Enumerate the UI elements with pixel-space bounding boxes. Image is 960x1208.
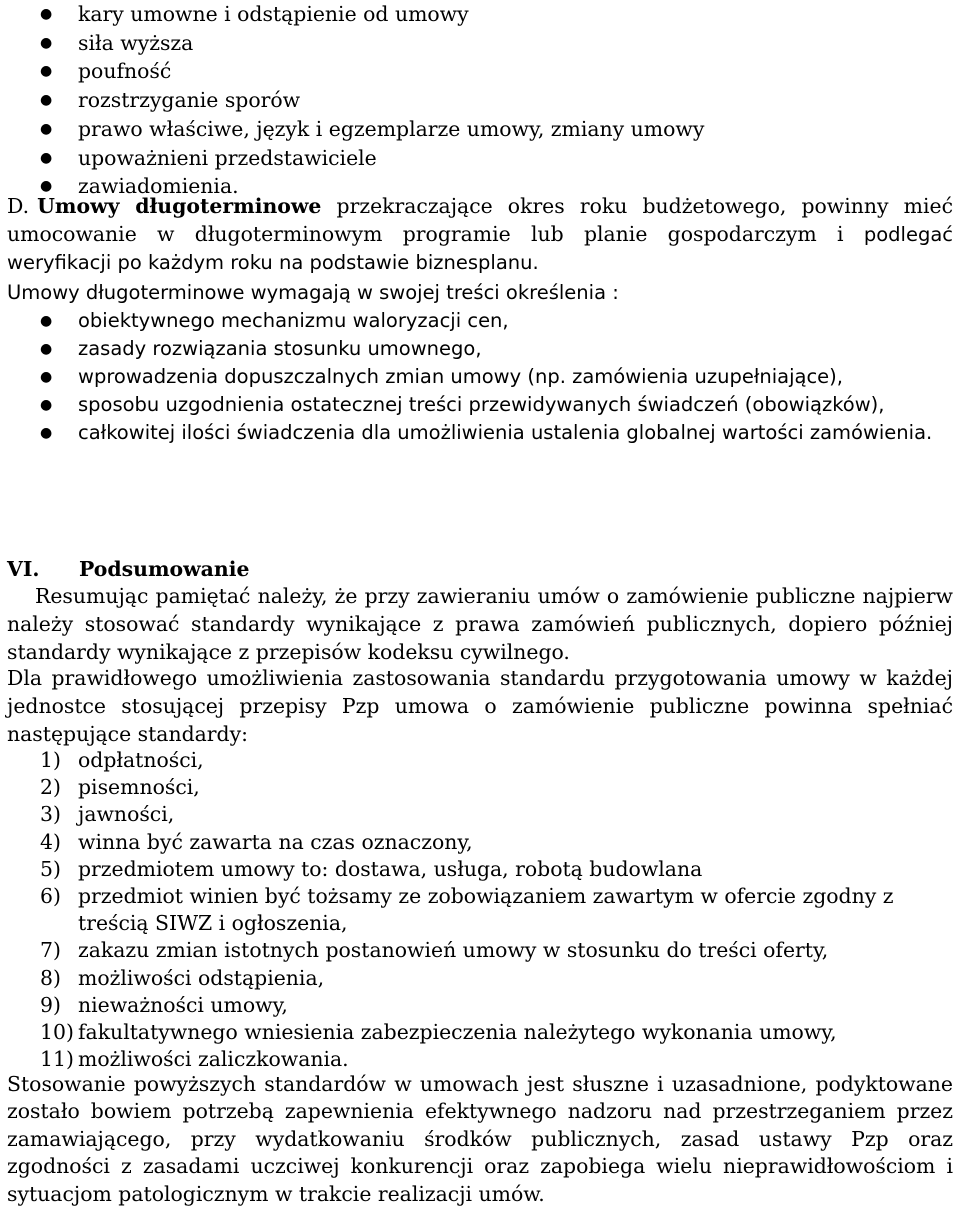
bullet-icon: ● (40, 6, 53, 22)
list-item: 10) fakultatywnego wniesienia zabezpieczenia należytego wykonania umowy, (40, 1020, 837, 1045)
list-item: ● rozstrzyganie sporów (40, 86, 955, 115)
bullet-icon: ● (40, 313, 53, 329)
list-item: 2) pisemności, (40, 775, 200, 800)
section-d-text-sans: podlegać weryfikacji po każdym roku na podstawie biznesplanu. (7, 222, 953, 274)
bullet-icon: ● (40, 63, 53, 80)
list-item: ● siła wyższa (40, 29, 955, 58)
section-heading (7, 555, 249, 583)
requirements-list (40, 307, 955, 447)
list-item: ● obiektywnego mechanizmu waloryzacji cen, (40, 307, 955, 335)
list-item: ● całkowitej ilości świadczenia dla umożliwienia ustalenia globalnej wartości zamówienia. (40, 419, 955, 447)
section-d-lead: Umowy długoterminowe (37, 194, 322, 218)
list-item: ● poufność (40, 57, 955, 86)
section-d-text: przekraczające okres roku budżetowego, powinny mieć umocowanie w długoterminowym programie lub planie gospodarczym i (7, 194, 953, 246)
bullet-icon: ● (40, 34, 53, 51)
contract-elements-list (40, 0, 955, 201)
requirements-intro: Umowy długoterminowe wymagają w swojej treści określenia : (7, 281, 619, 304)
list-item: ● zawiadomienia. (40, 172, 955, 201)
bullet-icon: ● (40, 369, 53, 385)
section-number: VI. (7, 557, 40, 581)
bullet-icon: ● (40, 425, 53, 441)
summary-paragraph: Resumując pamiętać należy, że przy zawieraniu umów o zamówienie publiczne najpierw należy stosować standardy wynikające z prawa zamówień publicznych, dopiero później standardy wynikające z przepisów kodeksu cywilnego. (7, 584, 953, 664)
section-d-label: D. (7, 194, 30, 218)
list-item: 5) przedmiotem umowy to: dostawa, usługa, robotą budowlana (40, 856, 703, 881)
list-item: 11) możliwości zaliczkowania. (40, 1047, 349, 1072)
list-item: ● prawo właściwe, język i egzemplarze umowy, zmiany umowy (40, 115, 955, 144)
list-item: ● kary umowne i odstąpienie od umowy (40, 0, 955, 29)
list-item: 4) winna być zawarta na czas oznaczony, (40, 829, 473, 854)
list-item: 9) nieważności umowy, (40, 992, 288, 1017)
bullet-icon: ● (40, 92, 53, 109)
list-item: 3) jawności, (40, 802, 175, 827)
closing-paragraph: Stosowanie powyższych standardów w umowach jest słuszne i uzasadnione, podyktowane zostało bowiem potrzebą zapewnienia efektywnego nadzoru nad przestrzeganiem przez zamawiającego, przy wydatkowaniu środków publicznych, zasad ustawy Pzp oraz zgodności z zasadami uczciwej konkurencji oraz zapobiega wielu nieprawidłowościom i sytuacjom patologicznym w trakcie realizacji umów. (7, 1072, 953, 1206)
section-title: Podsumowanie (79, 557, 250, 581)
list-item: 7) zakazu zmian istotnych postanowień umowy w stosunku do treści oferty, (40, 938, 829, 963)
section-d-paragraph (7, 193, 953, 276)
bullet-icon: ● (40, 149, 53, 166)
list-item: 8) możliwości odstąpienia, (40, 965, 325, 990)
list-item: ● upoważnieni przedstawiciele (40, 144, 955, 173)
list-item: ● wprowadzenia dopuszczalnych zmian umowy (np. zamówienia uzupełniające), (40, 363, 955, 391)
bullet-icon: ● (40, 178, 53, 195)
list-item: 6) przedmiot winien być tożsamy ze zobowiązaniem zawartym w ofercie zgodny z treścią SIWZ i ogłoszenia, (40, 884, 894, 936)
list-item: 1) odpłatności, (40, 748, 204, 772)
list-item: ● zasady rozwiązania stosunku umownego, (40, 335, 955, 363)
standards-list (40, 747, 955, 1073)
bullet-icon: ● (40, 397, 53, 413)
standards-intro: Dla prawidłowego umożliwienia zastosowania standardu przygotowania umowy w każdej jednostce stosującej przepisy Pzp umowa o zamówienie publiczne powinna spełniać następujące standardy: (7, 666, 953, 746)
bullet-icon: ● (40, 120, 53, 137)
bullet-icon: ● (40, 341, 53, 357)
list-item: ● sposobu uzgodnienia ostatecznej treści przewidywanych świadczeń (obowiązków), (40, 391, 955, 419)
